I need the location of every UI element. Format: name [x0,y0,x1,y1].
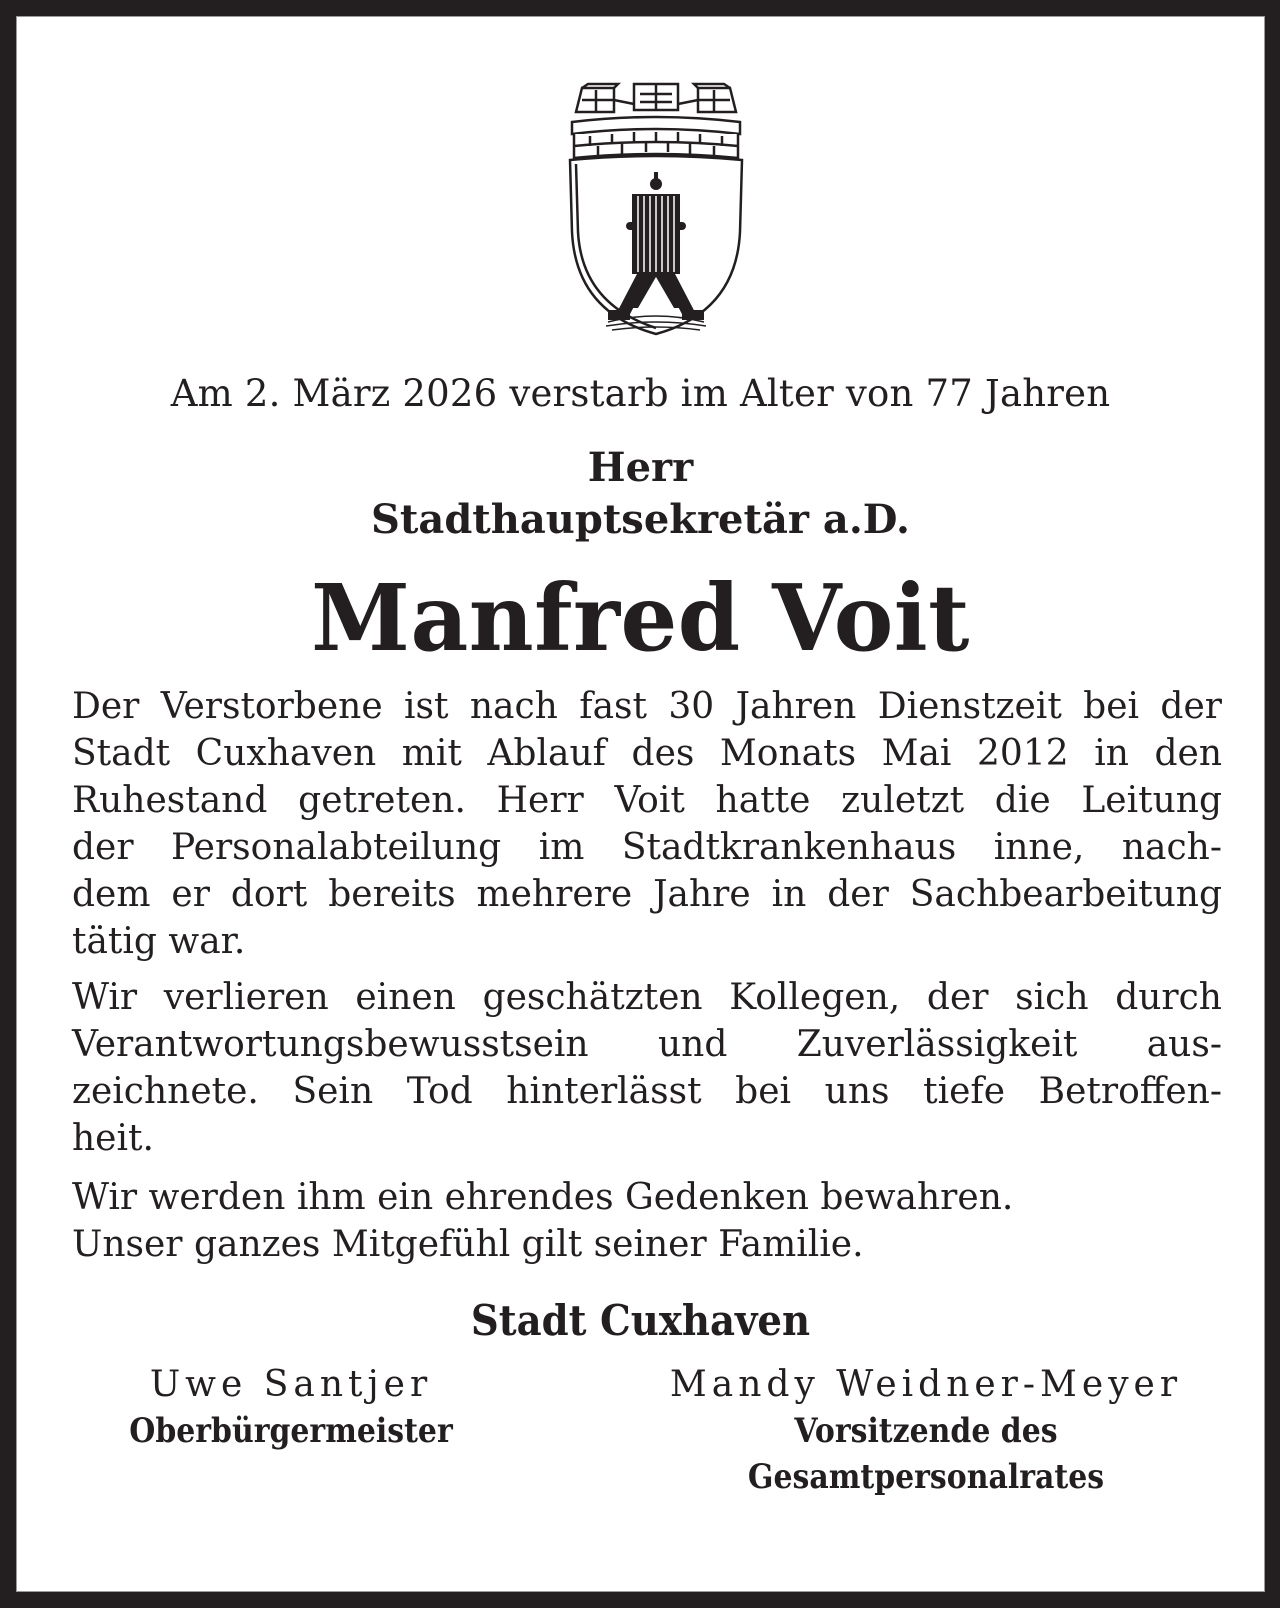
text-line: Stadt Cuxhaven mit Ablauf des Monats Mai 2012 in den [72,733,1222,774]
tribute-paragraph [72,974,1222,1162]
text-line: Unser ganzes Mitgefühl gilt seiner Familie. [72,1224,864,1265]
signatory-role: Oberbürgermeister [129,1411,453,1451]
salutation: Herr [587,444,694,491]
signatory-name: Uwe Santjer [149,1364,433,1405]
job-title: Stadthauptsekretär a.D. [371,496,910,543]
signatory-name: Mandy Weidner-Meyer [669,1364,1183,1405]
deceased-name: Manfred Voit [311,564,970,672]
obituary-notice [16,16,1265,1592]
organization-name: Stadt Cuxhaven [470,1296,811,1345]
condolence-paragraph [72,1174,1222,1268]
text-line: der Personalabteilung im Stadtkrankenhaus inne, nach- [72,827,1222,868]
text-line: Der Verstorbene ist nach fast 30 Jahren Dienstzeit bei der [72,686,1222,727]
signatory-staff-council [656,1362,1196,1500]
text-line: heit. [72,1118,154,1159]
text-line: tätig war. [72,921,246,962]
death-announcement: Am 2. März 2026 verstarb im Alter von 77 Jahren [170,372,1111,415]
text-line: dem er dort bereits mehrere Jahre in der Sachbearbeitung [72,874,1222,915]
text-line: zeichnete. Sein Tod hinterlässt bei uns tiefe Betroffen- [72,1071,1222,1112]
signatory-role: Vorsitzende des [794,1411,1058,1451]
career-paragraph [72,683,1222,965]
text-line: Verantwortungsbewusstsein und Zuverlässigkeit aus- [72,1024,1222,1065]
text-line: Wir werden ihm ein ehrendes Gedenken bewahren. [72,1177,1014,1218]
signatory-role: Gesamtpersonalrates [747,1457,1105,1497]
signatory-mayor [76,1362,506,1454]
text-line: Wir verlieren einen geschätzten Kollegen, der sich durch [72,977,1222,1018]
text-line: Ruhestand getreten. Herr Voit hatte zuletzt die Leitung [72,780,1222,821]
cuxhaven-coat-of-arms-icon [568,82,744,340]
